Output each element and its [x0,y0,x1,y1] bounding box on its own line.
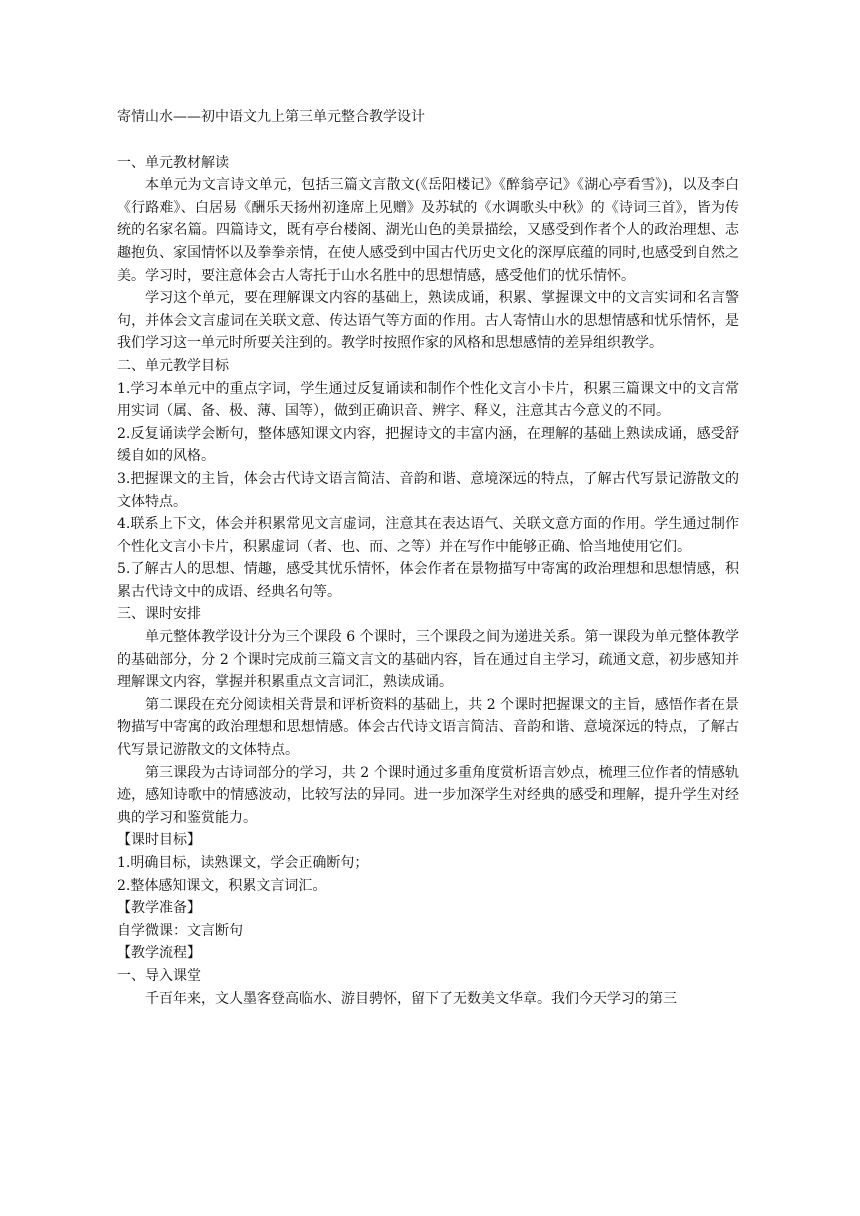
section-heading-schedule: 三、课时安排 [117,606,201,623]
lesson-goals-heading: 【课时目标】 [117,832,201,849]
lesson-goal-item: 1.明确目标，读熟课文，学会正确断句； [117,855,369,871]
goal-item: 2.反复诵读学会断句，整体感知课文内容，把握诗文的丰富内涵，在理解的基础上熟读成诵，感受舒缓自如的风格。 [117,425,739,465]
teaching-flow-subheading: 一、导入课堂 [117,967,201,984]
paragraph: 千百年来，文人墨客登高临水、游目骋怀，留下了无数美文华章。我们今天学习的第三 [145,990,677,1007]
document-body [117,106,739,1010]
document-title: 寄情山水——初中语文九上第三单元整合教学设计 [117,109,425,125]
goal-item: 5.了解古人的思想、情趣，感受其忧乐情怀，体会作者在景物描写中寄寓的政治理想和思想情感，积累古代诗文中的成语、经典名句等。 [117,561,739,600]
paragraph: 第二课段在充分阅读相关背景和评析资料的基础上，共 2 个课时把握课文的主旨，感悟作者在景物描写中寄寓的政治理想和思想情感。体会古代诗文语言简洁、音韵和谐、意境深远的特点，了解古代写景记游散文的文体特点。 [117,696,739,759]
teaching-prep-heading: 【教学准备】 [117,900,201,917]
goal-item: 3.把握课文的主旨，体会古代诗文语言简洁、音韵和谐、意境深远的特点，了解古代写景记游散文的文体特点。 [117,470,739,510]
paragraph: 第三课段为古诗词部分的学习，共 2 个课时通过多重角度赏析语言妙点，梳理三位作者的情感轨迹，感知诗歌中的情感波动，比较写法的异同。进一步加深学生对经典的感受和理解，提升学生对经典的学习和鉴赏能力。 [117,764,739,826]
section-heading-textbook: 一、单元教材解读 [117,154,229,171]
teaching-flow-heading: 【教学流程】 [117,945,201,962]
paragraph: 单元整体教学设计分为三个课段 6 个课时，三个课段之间为递进关系。第一课段为单元整体教学的基础部分，分 2 个课时完成前三篇文言文的基础内容，旨在通过自主学习，疏通文意，初步感知并理解课文内容，掌握并积累重点文言词汇，熟读成诵。 [117,629,739,691]
goal-item: 1.学习本单元中的重点字词，学生通过反复诵读和制作个性化文言小卡片，积累三篇课文中的文言常用实词（属、备、极、薄、国等），做到正确识音、辨字、释义，注意其古今意义的不同。 [117,380,739,420]
goal-item: 4.联系上下文，体会并积累常见文言虚词，注意其在表达语气、关联文意方面的作用。学生通过制作个性化文言小卡片，积累虚词（者、也、而、之等）并在写作中能够正确、恰当地使用它们。 [117,516,739,555]
lesson-goal-item: 2.整体感知课文，积累文言词汇。 [117,877,327,894]
paragraph: 学习这个单元，要在理解课文内容的基础上，熟读成诵，积累、掌握课文中的文言实词和名言警句，并体会文言虚词在关联文意、传达语气等方面的作用。古人寄情山水的思想情感和忧乐情怀，是我们学习这一单元时所要关注到的。教学时按照作家的风格和思想感情的差异组织教学。 [117,290,739,352]
teaching-prep-text: 自学微课：文言断句 [117,922,243,939]
paragraph: 本单元为文言诗文单元，包括三篇文言散文(《岳阳楼记》《醉翁亭记》《湖心亭看雪》)，以及李白《行路难》、白居易《酬乐天扬州初逢席上见赠》及苏轼的《水调歌头中秋》的《诗词三首》，皆为传统的名家名篇。四篇诗文，既有亭台楼阁、湖光山色的美景描绘，又感受到作者个人的政治理想、志趣抱负、家国情怀以及拳拳亲情，在使人感受到中国古代历史文化的深厚底蕴的同时,也感受到自然之美。学习时，要注意体会古人寄托于山水名胜中的思想情感，感受他们的忧乐情怀。 [117,177,739,284]
section-heading-goals: 二、单元教学目标 [117,357,229,374]
